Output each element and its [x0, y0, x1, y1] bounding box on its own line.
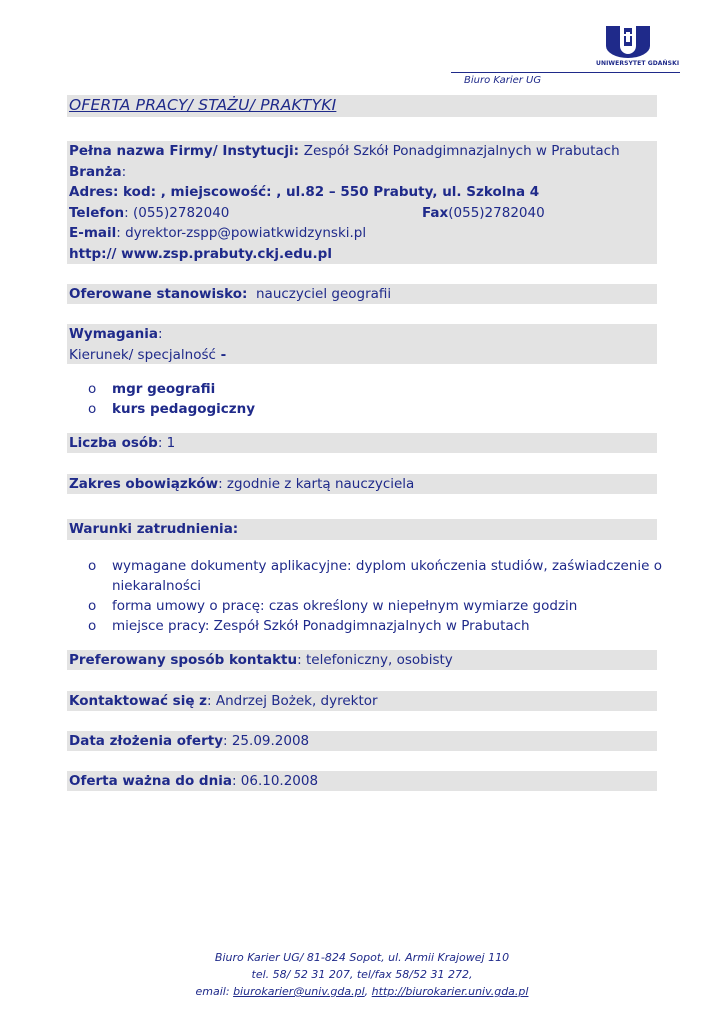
specialization-label: Kierunek/ specjalność: [69, 346, 216, 363]
footer-email-link[interactable]: biurokarier@univ.gda.pl: [233, 985, 365, 998]
bullet-circle-icon: o: [88, 401, 97, 417]
email-row: E-mail: dyrektor-zspp@powiatkwidzynski.pl: [69, 225, 367, 241]
requirements-label-row: Wymagania:: [69, 326, 163, 342]
count-row: Liczba osób: 1: [69, 435, 176, 451]
phone-label: Telefon: [69, 204, 125, 221]
conditions-section: [67, 519, 657, 540]
conditions-list: [88, 556, 662, 636]
university-logo: [596, 24, 678, 74]
valid-until-label: Oferta ważna do dnia: [69, 773, 232, 789]
date-submitted-label: Data złożenia oferty: [69, 733, 223, 749]
count-value: 1: [166, 435, 176, 451]
duties-label: Zakres obowiązków: [69, 476, 219, 492]
fax-field: [422, 203, 545, 224]
phone-row: Telefon: (055)2782040 Fax(055)2782040: [67, 203, 657, 224]
page-title: OFERTA PRACY/ STAŻU/ PRAKTYKI: [69, 96, 337, 114]
logo-text: UNIWERSYTET GDAŃSKI: [596, 60, 680, 67]
list-item: o miejsce pracy: Zespół Szkół Ponadgimnazjalnych w Prabutach: [88, 618, 530, 634]
contact-person-section: [67, 691, 657, 711]
www-link[interactable]: http:// www.zsp.prabuty.ckj.edu.pl: [69, 245, 332, 262]
contact-person-row: Kontaktować się z: Andrzej Bożek, dyrektor: [69, 693, 378, 709]
company-name-label: Pełna nazwa Firmy/ Instytucji: [69, 143, 294, 159]
requirements-section: [67, 324, 657, 364]
position-value: nauczyciel geografii: [256, 286, 392, 302]
count-section: [67, 433, 657, 453]
email-value[interactable]: dyrektor-zspp@powiatkwidzynski.pl: [125, 225, 367, 241]
company-name-value: Zespół Szkół Ponadgimnazjalnych w Prabutach: [303, 143, 620, 159]
bullet-circle-icon: o: [88, 558, 97, 574]
phone-value: (055)2782040: [132, 204, 230, 221]
contact-person-label: Kontaktować się z: [69, 693, 208, 709]
company-section: [67, 141, 657, 264]
footer-separator: ,: [364, 985, 372, 998]
university-emblem-icon: [604, 24, 652, 58]
valid-until-section: [67, 771, 657, 791]
www-row: [67, 244, 657, 265]
contact-method-value: telefoniczny, osobisty: [305, 652, 453, 668]
email-label: E-mail: [69, 225, 117, 241]
footer-phone: tel. 58/ 52 31 207, tel/fax 58/52 31 272,: [251, 968, 473, 981]
bullet-circle-icon: o: [88, 618, 97, 634]
company-name-row: Pełna nazwa Firmy/ Instytucji: Zespół Szkół Ponadgimnazjalnych w Prabutach: [69, 143, 620, 159]
list-item: o kurs pedagogiczny: [88, 401, 256, 417]
address-text: Adres: kod: , miejscowość: , ul.82 – 550 Prabuty, ul. Szkolna 4: [69, 184, 540, 200]
date-submitted-value: 25.09.2008: [231, 733, 310, 749]
bullet-circle-icon: o: [88, 598, 97, 614]
valid-until-value: 06.10.2008: [240, 773, 319, 789]
duties-section: [67, 474, 657, 494]
fax-label: Fax: [422, 204, 449, 221]
contact-method-label: Preferowany sposób kontaktu: [69, 652, 298, 668]
title-bar: [67, 95, 657, 117]
footer-url-link[interactable]: http://biurokarier.univ.gda.pl: [371, 985, 529, 998]
branza-label: Branża: [69, 163, 122, 180]
duties-row: Zakres obowiązków: zgodnie z kartą nauczyciela: [69, 476, 415, 492]
branza-row: Branża:: [69, 163, 127, 180]
specialization-row: [67, 345, 657, 366]
list-item: o mgr geografii: [88, 381, 216, 397]
count-label: Liczba osób: [69, 435, 158, 451]
footer-address: Biuro Karier UG/ 81-824 Sopot, ul. Armii Krajowej 110: [214, 951, 510, 964]
fax-value: (055)2782040: [448, 204, 545, 221]
position-label: Oferowane stanowisko: [69, 286, 242, 302]
position-row: Oferowane stanowisko: nauczyciel geografii: [69, 286, 392, 302]
conditions-row: [67, 519, 657, 540]
contact-person-value: Andrzej Bożek, dyrektor: [215, 693, 378, 709]
contact-method-row: Preferowany sposób kontaktu: telefoniczny, osobisty: [69, 652, 453, 668]
duties-value: zgodnie z kartą nauczyciela: [226, 476, 415, 492]
conditions-label: Warunki zatrudnienia:: [69, 521, 239, 537]
date-submitted-section: [67, 731, 657, 751]
specialization-suffix: -: [215, 346, 227, 363]
address-row: [67, 182, 657, 203]
contact-method-section: [67, 650, 657, 670]
bullet-circle-icon: o: [88, 381, 97, 397]
footer-contact: [0, 985, 724, 998]
valid-until-row: Oferta ważna do dnia: 06.10.2008: [69, 773, 319, 789]
header-divider: [451, 72, 680, 73]
list-item: o wymagane dokumenty aplikacyjne: dyplom ukończenia studiów, zaświadczenie o niekaralności: [88, 558, 662, 594]
position-section: [67, 284, 657, 304]
footer-email-prefix: email:: [195, 985, 234, 998]
requirements-list: [88, 379, 255, 419]
header-label: Biuro Karier UG: [464, 75, 542, 86]
requirements-label: Wymagania: [69, 326, 158, 342]
date-submitted-row: Data złożenia oferty: 25.09.2008: [69, 733, 310, 749]
list-item: o forma umowy o pracę: czas określony w niepełnym wymiarze godzin: [88, 598, 578, 614]
